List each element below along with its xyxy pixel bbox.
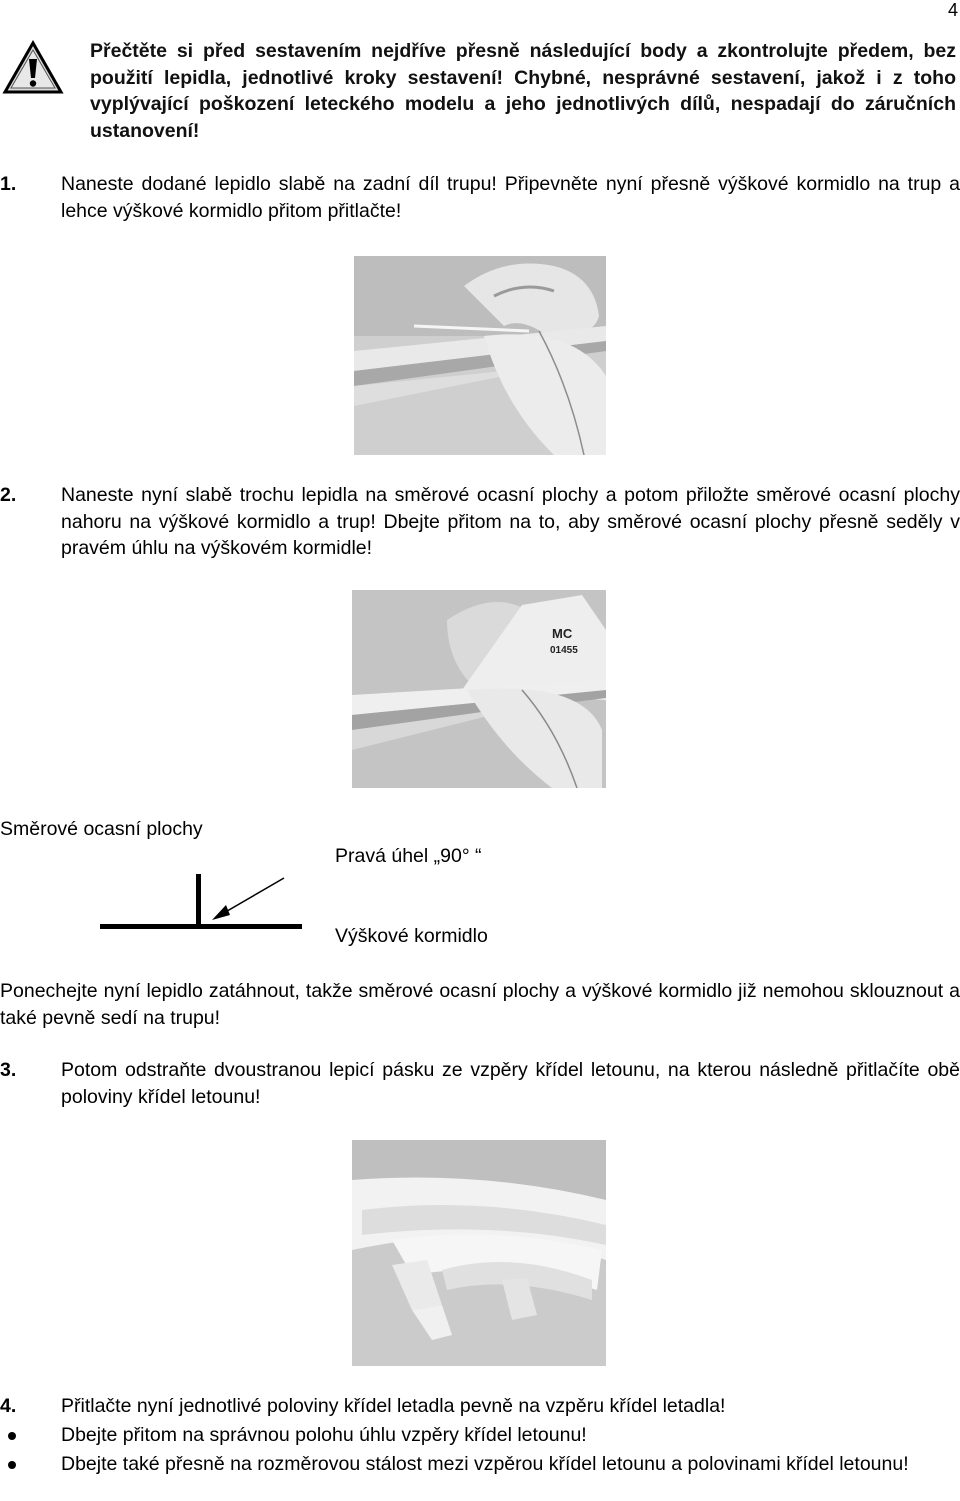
label-right-angle: Pravá úhel „90° “ [335, 845, 482, 867]
step-3 [0, 1057, 960, 1110]
step-1 [0, 171, 960, 224]
photo-wing-strut [352, 1140, 606, 1366]
fin-line [196, 874, 201, 926]
arrow-head-icon [212, 905, 230, 920]
step-number: 1. [0, 173, 17, 195]
step-4 [0, 1393, 960, 1420]
step-number: 4. [0, 1395, 17, 1417]
photo-label-code: 01455 [550, 645, 578, 656]
bullet-text: Dbejte přitom na správnou polohu úhlu vzpěry křídel letounu! [61, 1424, 587, 1446]
paragraph-wait: Ponechejte nyní lepidlo zatáhnout, takže směrové ocasní plochy a výškové kormidlo již nemohou sklouznout a také pevně sedí na trupu! [0, 980, 960, 1029]
label-fin: Směrové ocasní plochy [0, 818, 203, 840]
bullet-1 [0, 1422, 960, 1449]
warning-triangle-icon [2, 40, 64, 96]
step-text: Naneste dodané lepidlo slabě na zadní díl trupu! Připevněte nyní přesně výškové kormidlo na trup a lehce výškové kormidlo přitom přitlačte! [61, 173, 960, 222]
warning-text: Přečtěte si před sestavením nejdříve přesně následující body a zkontrolujte předem, bez použití lepidla, jednotlivé kroky sestavení! Chybné, nesprávné sestavení, jakož i z toho vyplývající poškození leteckého modelu a jeho jednotlivých dílů, nespadají do záručních ustanovení! [90, 40, 956, 142]
step-2 [0, 482, 960, 562]
page-number: 4 [947, 0, 958, 20]
bullet-icon [8, 1461, 16, 1469]
label-stabilizer: Výškové kormidlo [335, 925, 488, 947]
photo-fin-attaching [352, 590, 606, 788]
step-text: Naneste nyní slabě trochu lepidla na směrové ocasní plochy a potom přiložte směrové ocasní plochy nahoru na výškové kormidlo a trup! Dbejte přitom na to, aby směrové ocasní plochy přesně seděly v pravém úhlu na výškovém kormidle! [61, 484, 960, 559]
step-text: Potom odstraňte dvoustranou lepicí pásku ze vzpěry křídel letounu, na kterou následně přitlačíte obě poloviny křídel letounu! [61, 1059, 960, 1108]
photo-label-mc: MC [552, 626, 573, 641]
angle-diagram [96, 868, 306, 940]
arrow-shaft [222, 878, 284, 914]
step-number: 3. [0, 1059, 17, 1081]
bullet-text: Dbejte také přesně na rozměrovou stálost mezi vzpěrou křídel letounu a polovinami křídel letounu! [61, 1453, 909, 1475]
step-number: 2. [0, 484, 17, 506]
photo-stabilizer-gluing [354, 256, 606, 455]
bullet-icon [8, 1432, 16, 1440]
step-text: Přitlačte nyní jednotlivé poloviny křídel letadla pevně na vzpěru křídel letadla! [61, 1395, 726, 1417]
bullet-2 [0, 1451, 960, 1478]
